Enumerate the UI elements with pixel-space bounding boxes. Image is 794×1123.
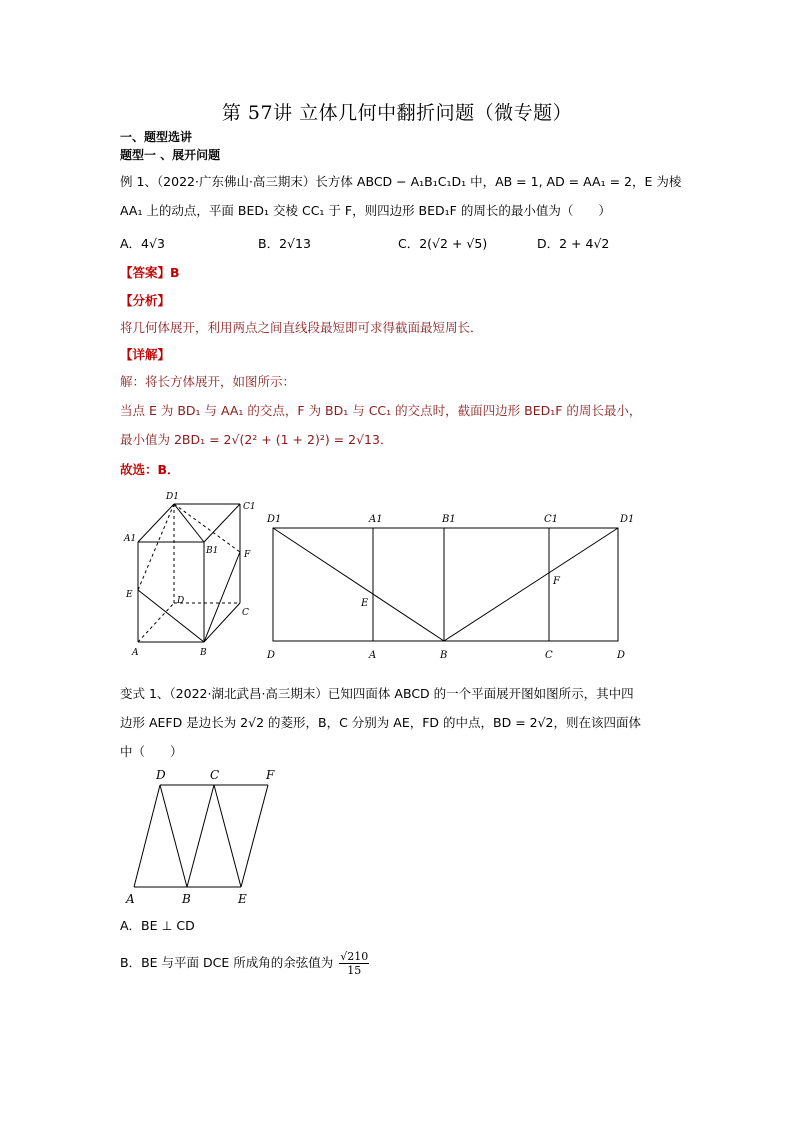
section-f-b — [204, 552, 240, 642]
segment-d1-b — [273, 528, 444, 641]
label-b1: B1 — [206, 546, 219, 556]
label-point-f: F — [553, 576, 560, 587]
analysis-label: 【分析】 — [120, 293, 171, 308]
cuboid-figure — [118, 485, 268, 665]
edge-c-e — [214, 785, 241, 887]
label-a: A — [126, 892, 135, 906]
edge-a-d — [134, 785, 160, 887]
edge-a1-d1 — [138, 504, 174, 542]
example1-option-b: B．2√13 — [258, 236, 311, 251]
answer-line — [120, 263, 180, 281]
section-heading: 一、题型选讲 — [120, 130, 193, 144]
unfolded-net-figure — [262, 506, 642, 662]
example1-option-d: D．2 + 4√2 — [537, 236, 610, 251]
example1-option-c: C．2(√2 + √5) — [398, 236, 488, 251]
answer-value: B — [170, 265, 180, 280]
type-heading: 题型一 、展开问题 — [120, 148, 221, 162]
label-d1: D1 — [166, 492, 179, 502]
label-b: B — [200, 648, 207, 658]
variant1-option-b — [120, 950, 369, 977]
net-outline — [273, 528, 618, 641]
label-e: E — [126, 590, 133, 600]
label-top-a1: A1 — [369, 514, 383, 525]
variant1-option-a: A．BE ⊥ CD — [120, 918, 195, 933]
fraction-denominator: 15 — [347, 964, 362, 977]
detail-line3: 最小值为 2BD₁ = 2√(2² + (1 + 2)²) = 2√13． — [120, 432, 393, 447]
label-e: E — [238, 892, 247, 906]
analysis-text: 将几何体展开，利用两点之间直线段最短即可求得截面最短周长． — [120, 320, 483, 335]
label-bottom-d-left: D — [267, 650, 276, 661]
label-c: C — [210, 768, 220, 782]
option-b-fraction — [339, 950, 369, 977]
edge-f-e — [241, 785, 268, 887]
hidden-section-d1-f — [174, 504, 240, 552]
variant1-line2: 边形 AEFD 是边长为 2√2 的菱形，B，C 分别为 AE，FD 的中点，BD = 2√2，则在该四面体 — [120, 715, 642, 730]
section-e-b — [138, 590, 204, 642]
edge-d-b — [160, 785, 187, 887]
label-top-d1-left: D1 — [267, 514, 282, 525]
fraction-numerator: √210 — [340, 950, 369, 963]
detail-label: 【详解】 — [120, 347, 171, 362]
variant1-line1: 变式 1、（2022·湖北武昌·高三期末）已知四面体 ABCD 的一个平面展开图如图所示，其中四 — [120, 686, 634, 701]
detail-line1: 解：将长方体展开，如图所示： — [120, 374, 296, 389]
label-d: D — [177, 596, 185, 606]
hidden-section-d1-e — [138, 504, 174, 590]
hidden-edge-a-d — [138, 603, 174, 642]
label-bottom-a: A — [369, 650, 377, 661]
segment-b-d1 — [444, 528, 618, 641]
edge-b1-c1 — [204, 504, 240, 542]
label-point-e: E — [361, 598, 369, 609]
label-top-b1: B1 — [442, 514, 456, 525]
example1-option-a: A．4√3 — [120, 236, 165, 251]
edge-b-c — [187, 785, 214, 887]
variant1-line3: 中（ ） — [120, 744, 183, 759]
label-a1: A1 — [124, 534, 137, 544]
conclusion: 故选：B． — [120, 462, 180, 477]
option-b-text: B．BE 与平面 DCE 所成角的余弦值为 — [120, 955, 334, 970]
label-bottom-d-right: D — [617, 650, 626, 661]
page-title: 第 57讲 立体几何中翻折问题（微专题） — [221, 102, 573, 124]
example1-line2: AA₁ 上的动点，平面 BED₁ 交棱 CC₁ 于 F，则四边形 BED₁F 的周长的最小值为（ ） — [120, 203, 611, 218]
label-a: A — [132, 648, 139, 658]
label-f: F — [244, 550, 251, 560]
answer-label: 【答案】 — [120, 265, 171, 280]
label-f: F — [266, 768, 275, 782]
edge-b-c — [204, 603, 240, 642]
label-c1: C1 — [243, 502, 256, 512]
label-bottom-b: B — [440, 650, 448, 661]
example1-line1: 例 1、（2022·广东佛山·高三期末）长方体 ABCD − A₁B₁C₁D₁ 中，AB = 1, AD = AA₁ = 2，E 为棱 — [120, 174, 682, 189]
rhombus-net-figure — [122, 764, 282, 906]
label-d: D — [156, 768, 166, 782]
label-bottom-c: C — [545, 650, 553, 661]
detail-line2: 当点 E 为 BD₁ 与 AA₁ 的交点，F 为 BD₁ 与 CC₁ 的交点时，截面四边形 BED₁F 的周长最小， — [120, 403, 642, 418]
label-top-c1: C1 — [544, 514, 559, 525]
label-top-d1-right: D1 — [620, 514, 635, 525]
label-c: C — [242, 608, 249, 618]
label-b: B — [182, 892, 191, 906]
